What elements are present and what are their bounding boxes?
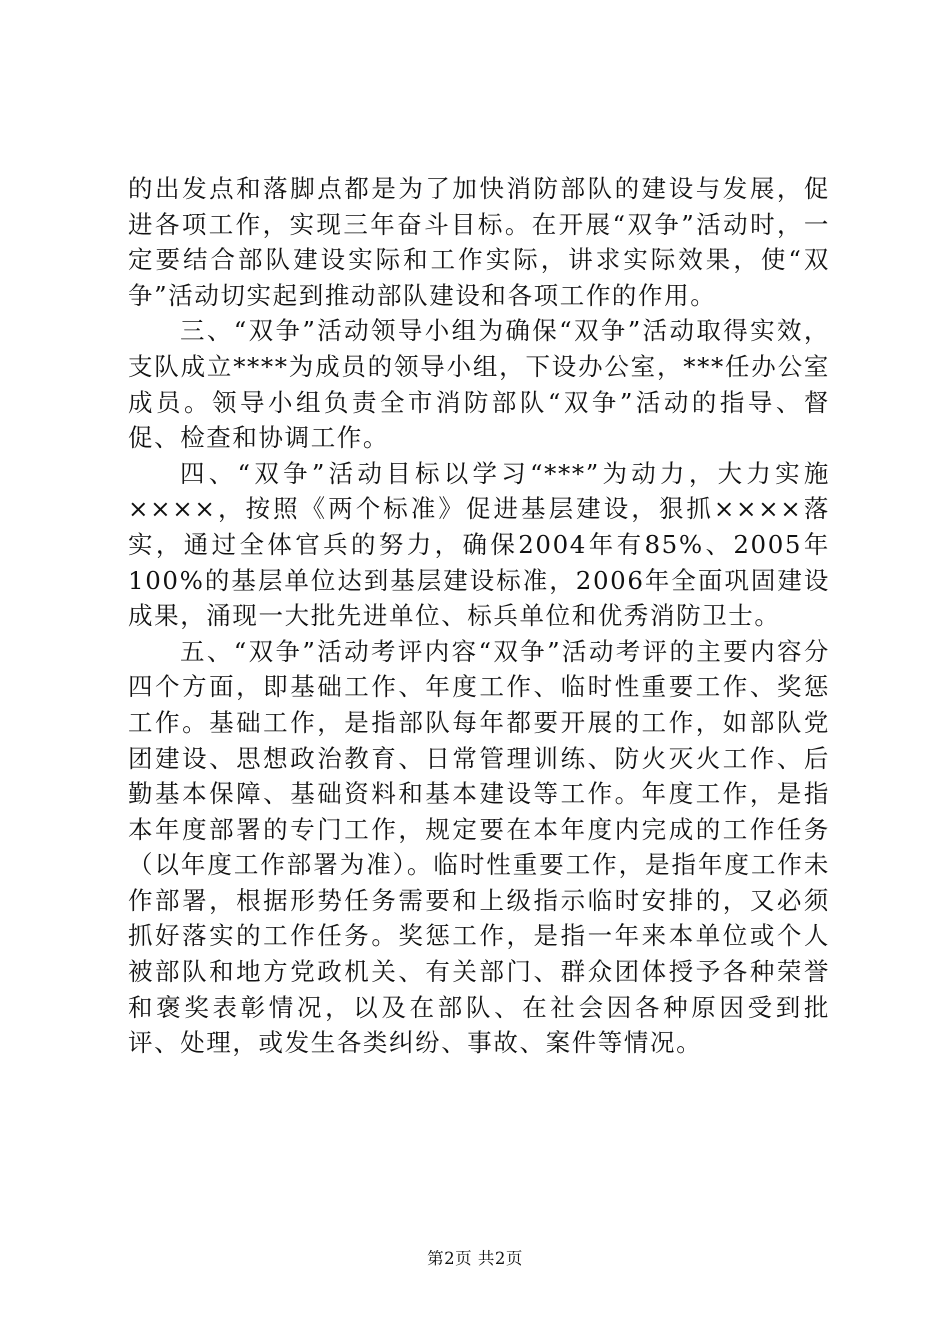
document-body xyxy=(128,171,830,1061)
paragraph-section-3: 三、“双争”活动领导小组为确保“双争”活动取得实效，支队成立****为成员的领导小组，下设办公室，***任办公室成员。领导小组负责全市消防部队“双争”活动的指导、督促、检查和协调工作。 xyxy=(128,316,830,453)
paragraph-section-4: 四、“双争”活动目标以学习“***”为动力，大力实施××××，按照《两个标准》促进基层建设，狠抓××××落实，通过全体官兵的努力，确保2004年有85%、2005年100%的基层单位达到基层建设标准，2006年全面巩固建设成果，涌现一大批先进单位、标兵单位和优秀消防卫士。 xyxy=(128,458,830,631)
paragraph-intro: 的出发点和落脚点都是为了加快消防部队的建设与发展，促进各项工作，实现三年奋斗目标。在开展“双争”活动时，一定要结合部队建设实际和工作实际，讲求实际效果，使“双争”活动切实起到推动部队建设和各项工作的作用。 xyxy=(128,174,830,310)
paragraph-section-5: 五、“双争”活动考评内容“双争”活动考评的主要内容分四个方面，即基础工作、年度工作、临时性重要工作、奖惩工作。基础工作，是指部队每年都要开展的工作，如部队党团建设、思想政治教育、日常管理训练、防火灭火工作、后勤基本保障、基础资料和基本建设等工作。年度工作，是指本年度部署的专门工作，规定要在本年度内完成的工作任务（以年度工作部署为准）。临时性重要工作，是指年度工作未作部署，根据形势任务需要和上级指示临时安排的，又必须抓好落实的工作任务。奖惩工作，是指一年来本单位或个人被部队和地方党政机关、有关部门、群众团体授予各种荣誉和褒奖表彰情况，以及在部队、在社会因各种原因受到批评、处理，或发生各类纠纷、事故、案件等情况。 xyxy=(128,636,830,1058)
page-number-footer: 第2页 共2页 xyxy=(427,1249,523,1268)
